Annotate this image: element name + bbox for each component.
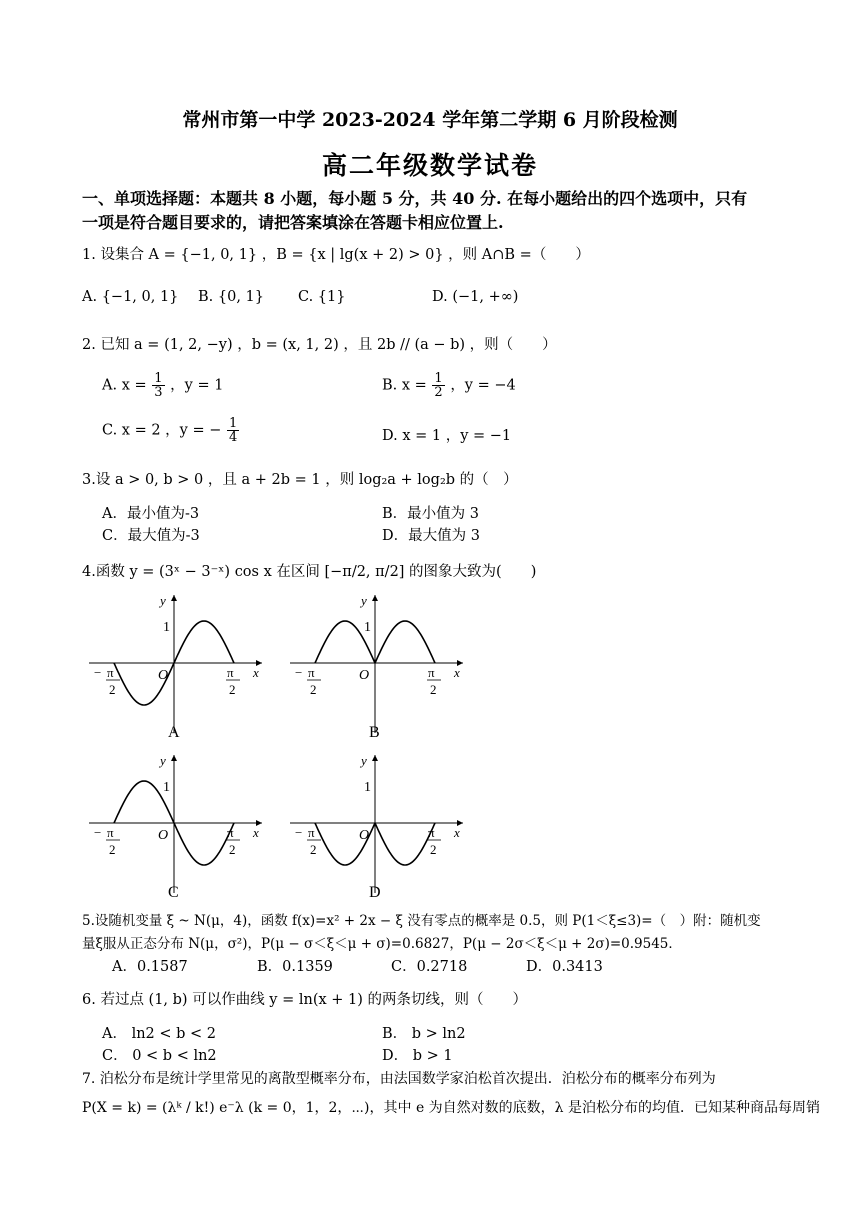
graph-panel-c <box>89 753 262 893</box>
question-6-stem: 6. 若过点 (1, b) 可以作曲线 y = ln(x + 1) 的两条切线，则（ ） <box>82 992 528 1008</box>
question-5-line2: 量ξ服从正态分布 N(μ，σ²)，P(μ − σ＜ξ＜μ + σ)=0.6827，P(μ − 2σ＜ξ＜μ + 2σ)=0.9545． <box>82 936 682 952</box>
tick-one-label: 1 <box>163 780 170 795</box>
origin-label: O <box>359 828 370 843</box>
graph-label-c: C <box>168 884 179 901</box>
q2-c-fraction <box>227 417 239 444</box>
q2-c-den: 4 <box>229 430 238 445</box>
q2-a-prefix: A. x = <box>102 377 147 394</box>
neg-pi-label: π <box>107 825 114 840</box>
q2-c-num: 1 <box>229 416 238 431</box>
pos-two-label: 2 <box>430 842 437 857</box>
q2-b-den: 2 <box>434 385 443 400</box>
q2-b-suffix: ，y = −4 <box>450 377 516 394</box>
q2-b-fraction <box>432 372 444 399</box>
neg-two-label: 2 <box>310 842 317 857</box>
y-axis-label: y <box>160 593 166 608</box>
q3-option-b: B．最小值为 3 <box>382 506 479 522</box>
question-7-line1: 7. 泊松分布是统计学里常见的离散型概率分布，由法国数学家泊松首次提出．泊松分布的概率分布列为 <box>82 1071 716 1087</box>
origin-label: O <box>158 828 169 843</box>
neg-two-label: 2 <box>109 682 116 697</box>
q5-option-d: D．0.3413 <box>526 959 603 975</box>
neg-sign: − <box>94 665 102 680</box>
y-axis-label: y <box>361 593 367 608</box>
graph-label-b: B <box>369 724 380 741</box>
x-axis-label: x <box>454 665 460 680</box>
x-axis-label: x <box>253 825 259 840</box>
graph-panel-a <box>89 593 262 733</box>
q4-graphs <box>82 590 482 910</box>
pos-two-label: 2 <box>430 682 437 697</box>
q2-c-prefix: C. x = 2 ，y = − <box>102 422 222 439</box>
q2-a-den: 3 <box>154 385 163 400</box>
q6-option-c: C． 0 < b < ln2 <box>102 1048 217 1064</box>
q1-option-b: B. {0, 1} <box>198 289 264 305</box>
exam-school-title: 常州市第一中学 2023-2024 学年第二学期 6 月阶段检测 <box>182 109 678 131</box>
pos-pi-label: π <box>227 825 234 840</box>
origin-label: O <box>158 668 169 683</box>
tick-one-label: 1 <box>364 620 371 635</box>
neg-pi-label: π <box>107 665 114 680</box>
pos-two-label: 2 <box>229 842 236 857</box>
exam-subject-title: 高二年级数学试卷 <box>321 151 538 180</box>
graph-label-d: D <box>369 884 381 901</box>
x-axis-label: x <box>253 665 259 680</box>
q2-option-c <box>102 417 240 444</box>
neg-sign: − <box>295 825 303 840</box>
q2-a-suffix: ，y = 1 <box>170 377 224 394</box>
q6-option-a: A． ln2 < b < 2 <box>102 1026 217 1042</box>
question-4-stem: 4.函数 y = (3ˣ − 3⁻ˣ) cos x 在区间 [−π/2, π/2] 的图象大致为( ) <box>82 564 537 580</box>
q5-option-c: C．0.2718 <box>391 959 468 975</box>
x-axis-label: x <box>454 825 460 840</box>
question-1-stem: 1. 设集合 A = {−1, 0, 1} ，B = {x | lg(x + 2) > 0} ，则 A∩B =（ ） <box>82 247 590 263</box>
neg-sign: − <box>94 825 102 840</box>
q2-option-b <box>382 372 516 399</box>
q2-option-d: D. x = 1 ，y = −1 <box>382 428 512 444</box>
q6-option-d: D． b > 1 <box>382 1048 453 1064</box>
q1-option-d: D. (−1, +∞) <box>432 289 519 305</box>
graph-panel-b <box>290 593 463 733</box>
question-3-stem: 3.设 a > 0, b > 0 ，且 a + 2b = 1 ，则 log₂a + log₂b 的（ ） <box>82 472 518 488</box>
q2-a-num: 1 <box>154 371 163 386</box>
neg-sign: − <box>295 665 303 680</box>
section-heading-line2: 一项是符合题目要求的，请把答案填涂在答题卡相应位置上. <box>82 213 504 232</box>
neg-pi-label: π <box>308 825 315 840</box>
question-5-line1: 5.设随机变量 ξ ~ N(μ，4)，函数 f(x)=x² + 2x − ξ 没有零点的概率是 0.5，则 P(1＜ξ≤3)=（ ）附：随机变 <box>82 913 761 929</box>
q2-b-prefix: B. x = <box>382 377 427 394</box>
neg-two-label: 2 <box>310 682 317 697</box>
q3-option-c: C．最大值为-3 <box>102 528 200 544</box>
q2-option-a <box>102 372 223 399</box>
q2-b-num: 1 <box>434 371 443 386</box>
question-7-line2: P(X = k) = (λᵏ / k!) e⁻λ (k = 0，1，2，⋯)，其中 e 为自然对数的底数，λ 是泊松分布的均值．已知某种商品每周销 <box>82 1100 821 1116</box>
origin-label: O <box>359 668 370 683</box>
question-2-stem: 2. 已知 a = (1, 2, −y) ，b = (x, 1, 2) ，且 2b // (a − b) ，则（ ） <box>82 337 557 353</box>
neg-two-label: 2 <box>109 842 116 857</box>
q3-option-d: D．最大值为 3 <box>382 528 480 544</box>
q5-option-b: B．0.1359 <box>257 959 333 975</box>
neg-pi-label: π <box>308 665 315 680</box>
graph-label-a: A <box>168 724 180 741</box>
pos-pi-label: π <box>227 665 234 680</box>
q1-option-c: C. {1} <box>298 289 346 305</box>
y-axis-label: y <box>160 753 166 768</box>
graph-panel-d <box>290 753 463 893</box>
section-heading-line1: 一、单项选择题：本题共 8 小题，每小题 5 分，共 40 分. 在每小题给出的四个选项中，只有 <box>82 189 748 208</box>
pos-two-label: 2 <box>229 682 236 697</box>
y-axis-label: y <box>361 753 367 768</box>
q1-option-a: A. {−1, 0, 1} <box>82 289 179 305</box>
q2-a-fraction <box>152 372 164 399</box>
q3-option-a: A．最小值为-3 <box>102 506 200 522</box>
q6-option-b: B． b > ln2 <box>382 1026 466 1042</box>
tick-one-label: 1 <box>364 780 371 795</box>
pos-pi-label: π <box>428 825 435 840</box>
tick-one-label: 1 <box>163 620 170 635</box>
pos-pi-label: π <box>428 665 435 680</box>
q5-option-a: A．0.1587 <box>112 959 188 975</box>
